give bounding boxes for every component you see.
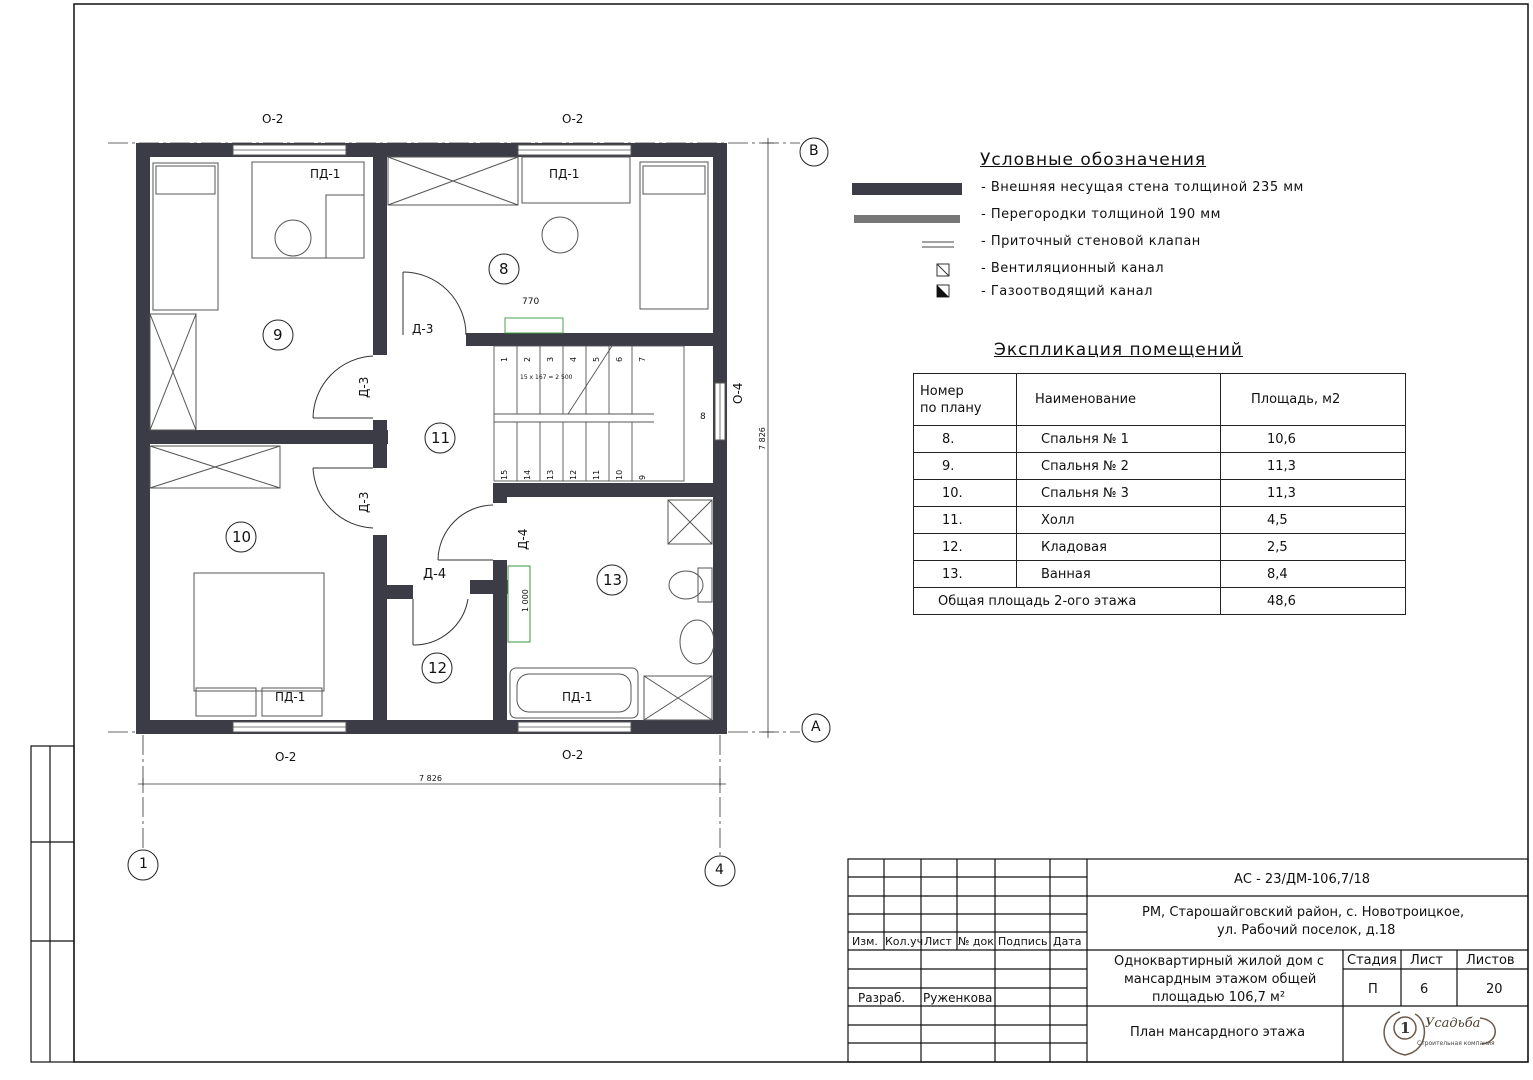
table-row [914, 480, 1406, 507]
logo-text: Усадьба [1425, 1016, 1481, 1031]
stage-header: Стадия [1347, 953, 1397, 968]
window-label-bottom-right: О-2 [562, 748, 584, 762]
room-13-number: 13 [603, 571, 623, 589]
col-header-kol: Кол.уч [885, 935, 924, 948]
row-area: 11,3 [1221, 480, 1406, 507]
stair-step: 10 [615, 469, 624, 480]
window-label-bottom-left: О-2 [275, 750, 297, 764]
legend-item-exterior-wall: - Внешняя несущая стена толщиной 235 мм [981, 180, 1304, 195]
table-total-row [914, 588, 1406, 615]
row-name: Кладовая [1017, 534, 1221, 561]
storage-dim: 1 000 [521, 589, 530, 612]
window-label-right: О-4 [731, 382, 745, 404]
stair-step: 7 [638, 356, 647, 362]
dimension-lines [138, 138, 774, 790]
col-header-doc: № док [958, 935, 994, 948]
left-stamp [31, 746, 74, 1062]
room-12-number: 12 [428, 659, 448, 677]
stair-step: 12 [569, 469, 578, 480]
project-line-2: мансардным этажом общей [1124, 972, 1317, 987]
col-header-date: Дата [1053, 935, 1082, 948]
developer-label: Разраб. [858, 991, 906, 1005]
header-area: Площадь, м2 [1221, 374, 1406, 426]
pd-label-room10: ПД-1 [275, 690, 306, 704]
row-number: 10. [914, 480, 1017, 507]
stair-step: 14 [523, 469, 532, 480]
axis-label-b: В [809, 143, 819, 159]
height-dim: 7 826 [758, 427, 767, 450]
document-code: АС - 23/ДМ-106,7/18 [1234, 872, 1371, 887]
row-area: 4,5 [1221, 507, 1406, 534]
header-name: Наименование [1017, 374, 1221, 426]
row-number: 13. [914, 561, 1017, 588]
row-number: 12. [914, 534, 1017, 561]
row-number: 8. [914, 426, 1017, 453]
axis-label-a: А [811, 719, 821, 735]
table-row [914, 453, 1406, 480]
row-area: 10,6 [1221, 426, 1406, 453]
pd-label-room13: ПД-1 [562, 690, 593, 704]
explication-header-row [914, 374, 1406, 426]
table-row [914, 426, 1406, 453]
stair-step: 1 [500, 356, 509, 362]
col-header-sign: Подпись [998, 935, 1048, 948]
table-row [914, 561, 1406, 588]
row-name: Спальня № 2 [1017, 453, 1221, 480]
stair-side-dim: 8 [700, 412, 706, 422]
pd-label-room8: ПД-1 [549, 167, 580, 181]
project-line-3: площадью 106,7 м² [1152, 990, 1286, 1005]
legend-item-gas-channel: - Газоотводящий канал [981, 284, 1153, 299]
address-line-2: ул. Рабочий поселок, д.18 [1217, 923, 1396, 938]
sheet-header: Лист [1410, 953, 1443, 968]
col-header-izm: Изм. [852, 935, 878, 948]
sheet-title: План мансардного этажа [1130, 1025, 1306, 1040]
explication-table [913, 373, 1406, 615]
stair-note: 15 x 167 = 2 500 [520, 374, 573, 381]
logo-number: 1 [1400, 1019, 1411, 1037]
row-name: Холл [1017, 507, 1221, 534]
room-8-number: 8 [499, 260, 509, 278]
stair-step: 5 [592, 356, 601, 362]
legend-item-partition: - Перегородки толщиной 190 мм [981, 207, 1221, 222]
col-header-list: Лист [924, 935, 952, 948]
legend-title: Условные обозначения [980, 150, 1207, 170]
row-area: 8,4 [1221, 561, 1406, 588]
door-label-d3-left: Д-3 [357, 376, 371, 398]
stair-step: 6 [615, 356, 624, 362]
stair-width-dim: 770 [522, 297, 540, 307]
window-label-top-left: О-2 [262, 112, 284, 126]
room-10-number: 10 [232, 528, 252, 546]
row-number: 11. [914, 507, 1017, 534]
table-row [914, 534, 1406, 561]
room-11-number: 11 [431, 429, 451, 447]
project-line-1: Одноквартирный жилой дом с [1114, 954, 1325, 969]
room-9-number: 9 [273, 326, 283, 344]
developer-name: Руженкова [923, 991, 993, 1005]
stage-value: П [1368, 982, 1378, 997]
width-dim: 7 826 [419, 774, 442, 783]
pd-label-room9: ПД-1 [310, 167, 341, 181]
logo-subtitle: Строительная компания [1417, 1040, 1495, 1047]
door-label-d4-left: Д-4 [423, 567, 447, 582]
stair-step: 15 [500, 469, 509, 480]
sheets-value: 20 [1486, 982, 1503, 997]
row-name: Ванная [1017, 561, 1221, 588]
door-label-d4-right: Д-4 [516, 528, 530, 550]
legend-item-wall-valve: - Приточный стеновой клапан [981, 234, 1201, 249]
total-label: Общая площадь 2-ого этажа [914, 588, 1221, 615]
table-row [914, 507, 1406, 534]
total-area: 48,6 [1221, 588, 1406, 615]
header-number: Номер по плану [914, 374, 1017, 426]
sheets-header: Листов [1466, 953, 1515, 968]
room-markers [226, 254, 627, 683]
axis-label-4: 4 [715, 862, 724, 878]
stair-step: 2 [523, 356, 532, 362]
window-label-top-right: О-2 [562, 112, 584, 126]
legend-item-vent-channel: - Вентиляционный канал [981, 261, 1165, 276]
door-label-d3-top: Д-3 [412, 322, 434, 336]
row-area: 11,3 [1221, 453, 1406, 480]
stair-step: 11 [592, 469, 601, 480]
row-number: 9. [914, 453, 1017, 480]
legend-symbols [852, 183, 962, 297]
axis-lines [108, 143, 800, 855]
stair-step: 9 [638, 474, 647, 480]
stair-step: 13 [546, 469, 555, 480]
door-label-d3-lower: Д-3 [357, 491, 371, 513]
stair-step: 4 [569, 356, 578, 362]
stair-step: 3 [546, 356, 555, 362]
sheet-value: 6 [1420, 982, 1429, 997]
row-area: 2,5 [1221, 534, 1406, 561]
row-name: Спальня № 1 [1017, 426, 1221, 453]
explication-title: Экспликация помещений [994, 340, 1243, 360]
address-line-1: РМ, Старошайговский район, с. Новотроицкое, [1142, 905, 1465, 920]
axis-label-1: 1 [139, 856, 148, 872]
row-name: Спальня № 3 [1017, 480, 1221, 507]
